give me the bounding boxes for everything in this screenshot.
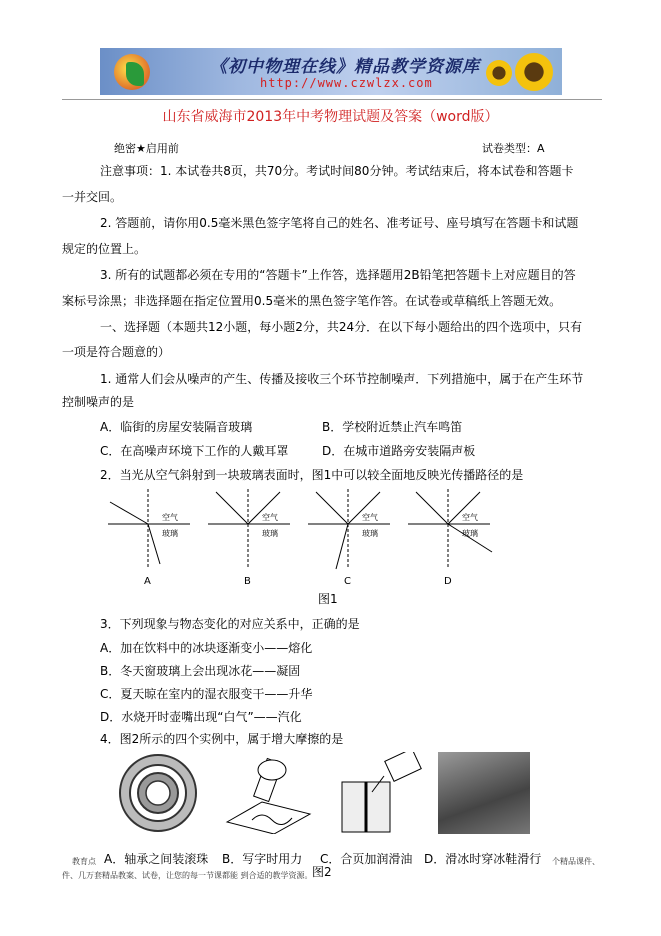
figure-1-diagram — [100, 484, 530, 594]
glass-label: 玻璃 — [262, 529, 278, 538]
glass-label: 玻璃 — [462, 529, 478, 538]
air-label: 空气 — [162, 513, 178, 522]
figure-label-d: D — [444, 576, 452, 587]
air-label: 空气 — [262, 513, 278, 522]
leaf-icon — [126, 62, 144, 86]
q4-option-d: D．滑冰时穿冰鞋滑行 — [424, 852, 542, 866]
q4-option-c: C．合页加润滑油 — [320, 852, 413, 866]
sunflower-icon — [512, 50, 556, 94]
q1-option-d: D．在城市道路旁安装隔声板 — [322, 444, 476, 458]
figure-label-c: C — [344, 576, 351, 587]
air-label: 空气 — [362, 513, 378, 522]
q1-option-c: C．在高噪声环境下工作的人戴耳罩 — [100, 444, 289, 458]
notice-line: 3. 所有的试题都必须在专用的“答题卡”上作答，选择题用2B铅笔把答题卡上对应题目的答 — [100, 268, 576, 282]
banner-url: http://www.czwlzx.com — [260, 76, 433, 90]
question-1-stem: 控制噪声的是 — [62, 395, 135, 409]
figure-2-caption: 图2 — [312, 865, 332, 879]
question-1-stem: 1. 通常人们会从噪声的产生、传播及接收三个环节控制噪声．下列措施中，属于在产生环节 — [100, 372, 584, 386]
notice-line: 注意事项：1. 本试卷共8页，共70分。考试时间80分钟。考试结束后，将本试卷和答题卡 — [100, 164, 574, 178]
banner-title: 《初中物理在线》精品教学资源库 — [210, 57, 480, 77]
q4-option-b: B．写字时用力 — [222, 852, 303, 866]
header-divider — [62, 99, 602, 100]
figure-1-caption: 图1 — [318, 592, 338, 606]
exam-type: 试卷类型：A — [482, 142, 545, 155]
footer-right: 个精品课件、 — [552, 857, 600, 866]
hinge-oil-image — [336, 752, 426, 834]
q1-option-b: B．学校附近禁止汽车鸣笛 — [322, 420, 463, 434]
q1-option-a: A．临街的房屋安装隔音玻璃 — [100, 420, 253, 434]
glass-label: 玻璃 — [362, 529, 378, 538]
section-heading: 一、选择题（本题共12小题，每小题2分，共24分．在以下每小题给出的四个选项中，只有 — [100, 320, 583, 334]
air-label: 空气 — [462, 513, 478, 522]
q3-option-d: D．水烧开时壶嘴出现“白气”——汽化 — [100, 710, 302, 724]
q4-option-a: A．轴承之间装滚珠 — [104, 852, 209, 866]
figure-label-a: A — [144, 576, 151, 587]
footer-line: 件、几万套精品教案、试卷，让您的每一节课都能 到合适的教学资源。 — [62, 871, 313, 880]
glass-label: 玻璃 — [162, 529, 178, 538]
question-2-stem: 2．当光从空气斜射到一块玻璃表面时，图1中可以较全面地反映光传播路径的是 — [100, 468, 524, 482]
writing-hand-image — [222, 752, 312, 834]
q3-option-c: C．夏天晾在室内的湿衣服变干——升华 — [100, 687, 313, 701]
notice-line: 2. 答题前，请你用0.5毫米黑色签字笔将自己的姓名、准考证号、座号填写在答题卡和试题 — [100, 216, 579, 230]
section-heading: 一项是符合题意的） — [62, 345, 171, 359]
page-title: 山东省威海市2013年中考物理试题及答案（word版） — [162, 109, 499, 125]
q3-option-a: A．加在饮料中的冰块逐渐变小——熔化 — [100, 641, 313, 655]
skating-photo — [438, 752, 530, 834]
q3-option-b: B．冬天窗玻璃上会出现冰花——凝固 — [100, 664, 301, 678]
notice-line: 案标号涂黑；非选择题在指定位置用0.5毫米的黑色签字笔作答。在试卷或草稿纸上答题无效。 — [62, 294, 562, 308]
notice-line: 一并交回。 — [62, 190, 123, 204]
secret-label: 绝密★启用前 — [114, 142, 179, 155]
footer-left: 教育点 — [72, 857, 96, 866]
sunflower-icon — [484, 58, 514, 88]
question-3-stem: 3．下列现象与物态变化的对应关系中，正确的是 — [100, 617, 360, 631]
figure-label-b: B — [244, 576, 251, 587]
question-4-stem: 4．图2所示的四个实例中，属于增大摩擦的是 — [100, 732, 344, 746]
notice-line: 规定的位置上。 — [62, 242, 147, 256]
bearing-image — [118, 752, 198, 834]
header-banner — [100, 48, 562, 95]
